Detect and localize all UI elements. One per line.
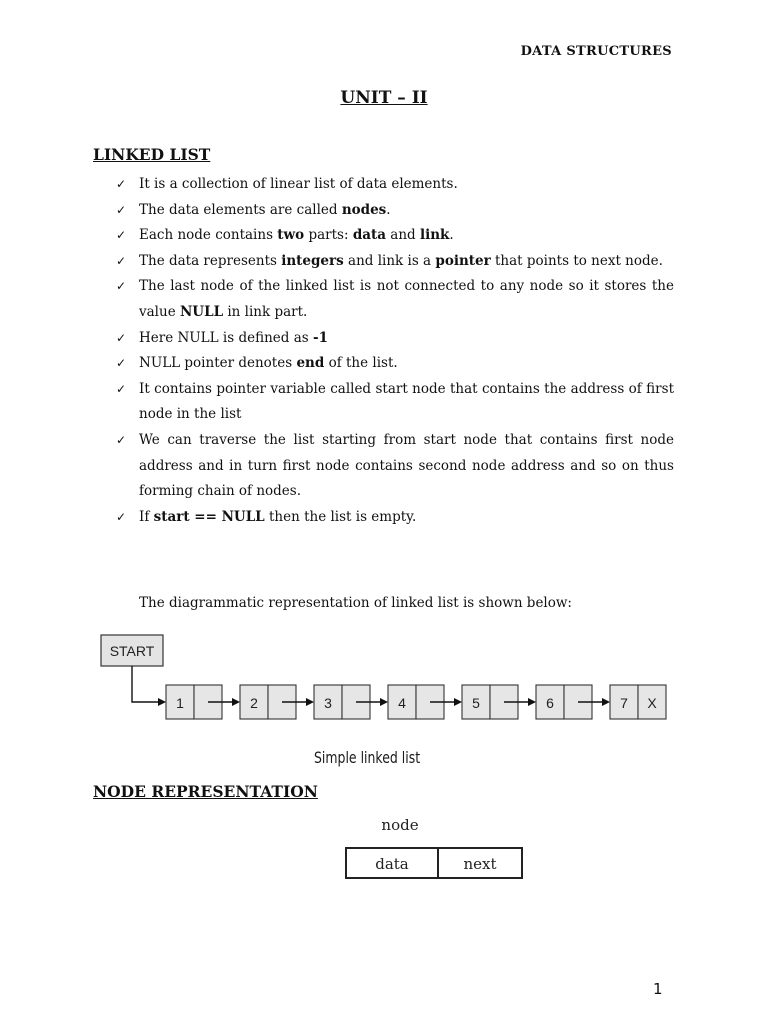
bold-term: start == NULL bbox=[153, 508, 265, 525]
bullet-item bbox=[116, 172, 674, 198]
bullet-item bbox=[116, 505, 674, 531]
bold-term: integers bbox=[281, 252, 344, 269]
bullet-item bbox=[116, 274, 674, 325]
bullet-item bbox=[116, 351, 674, 377]
bullet-text: then the list is empty. bbox=[264, 508, 417, 525]
bold-term: NULL bbox=[179, 303, 224, 320]
node-value: 2 bbox=[250, 695, 258, 711]
arrow-head-icon bbox=[380, 698, 388, 706]
checkmark-icon: ✓ bbox=[116, 202, 127, 217]
unit-title: UNIT – II bbox=[340, 88, 428, 108]
checkmark-icon: ✓ bbox=[116, 381, 127, 396]
bullet-text: We can traverse the list starting from start node that contains first node address and in turn first node contains second node address and so on thus forming chain of nodes. bbox=[139, 431, 674, 500]
bullet-text: The data elements are called bbox=[139, 201, 342, 218]
bullet-item bbox=[116, 223, 674, 249]
node-value: 3 bbox=[324, 695, 332, 711]
bold-term: two bbox=[277, 227, 305, 244]
arrow-head-icon bbox=[306, 698, 314, 706]
null-marker: X bbox=[647, 695, 657, 711]
arrow-head-icon bbox=[232, 698, 240, 706]
bullet-text: It is a collection of linear list of data elements. bbox=[139, 176, 458, 192]
bullet-item bbox=[116, 249, 674, 275]
bullet-text: parts: bbox=[304, 227, 353, 244]
bullet-text: of the list. bbox=[324, 355, 398, 372]
bullet-text: If bbox=[139, 508, 154, 525]
node-label: node bbox=[381, 816, 419, 834]
bullet-text: Each node contains bbox=[139, 227, 278, 244]
bold-term: pointer bbox=[435, 252, 491, 269]
node-value: 1 bbox=[176, 695, 184, 711]
checkmark-icon: ✓ bbox=[116, 432, 127, 447]
arrow-head-icon bbox=[454, 698, 462, 706]
checkmark-icon: ✓ bbox=[116, 253, 127, 268]
checkmark-icon: ✓ bbox=[116, 330, 127, 345]
bold-term: end bbox=[296, 355, 325, 372]
node-structure-diagram bbox=[340, 812, 530, 884]
checkmark-icon: ✓ bbox=[116, 279, 127, 294]
bullet-text: that points to next node. bbox=[490, 252, 663, 269]
bold-term: link bbox=[419, 227, 450, 244]
bullet-text: in link part. bbox=[223, 303, 308, 320]
section-title-node-representation: NODE REPRESENTATION bbox=[93, 782, 318, 801]
bullet-text: The last node of the linked list is not connected to any node so it stores the value bbox=[139, 278, 674, 320]
bullet-text: and link is a bbox=[343, 252, 436, 269]
bullet-text: . bbox=[386, 201, 391, 218]
node-field-label: data bbox=[375, 855, 409, 873]
bullet-text: It contains pointer variable called start node that contains the address of first node in the list bbox=[139, 380, 674, 423]
bold-term: data bbox=[352, 227, 386, 244]
node-value: 6 bbox=[546, 695, 554, 711]
node-value: 4 bbox=[398, 695, 406, 711]
bullet-item bbox=[116, 198, 674, 224]
start-label: START bbox=[109, 643, 155, 659]
linked-list-diagram bbox=[96, 630, 676, 730]
bullet-text: NULL pointer denotes bbox=[139, 355, 297, 372]
arrow-head-icon bbox=[602, 698, 610, 706]
checkmark-icon: ✓ bbox=[116, 509, 127, 524]
checkmark-icon: ✓ bbox=[116, 228, 127, 243]
checkmark-icon: ✓ bbox=[116, 356, 127, 371]
page-number: 1 bbox=[653, 980, 663, 998]
arrow-head-icon bbox=[528, 698, 536, 706]
bullet-text: The data represents bbox=[139, 252, 282, 269]
node-value: 7 bbox=[620, 695, 628, 711]
bullet-text: Here NULL is defined as bbox=[139, 329, 313, 346]
node-field-label: next bbox=[463, 855, 497, 873]
running-header: DATA STRUCTURES bbox=[520, 44, 672, 59]
bullet-item bbox=[116, 428, 674, 505]
bullet-list bbox=[116, 172, 674, 530]
bullet-item bbox=[116, 326, 674, 352]
checkmark-icon: ✓ bbox=[116, 177, 127, 191]
diagram-intro-text: The diagrammatic representation of linked list is shown below: bbox=[139, 595, 572, 611]
bold-term: nodes bbox=[341, 201, 387, 218]
arrow-head-icon bbox=[158, 698, 166, 706]
start-pointer-line bbox=[132, 666, 160, 702]
bold-term: -1 bbox=[312, 329, 328, 346]
bullet-text: . bbox=[449, 227, 454, 244]
diagram-caption: Simple linked list bbox=[314, 748, 421, 767]
bullet-text: and bbox=[385, 227, 420, 244]
node-value: 5 bbox=[472, 695, 480, 711]
section-title-linked-list: LINKED LIST bbox=[93, 145, 211, 164]
bullet-item bbox=[116, 377, 674, 428]
